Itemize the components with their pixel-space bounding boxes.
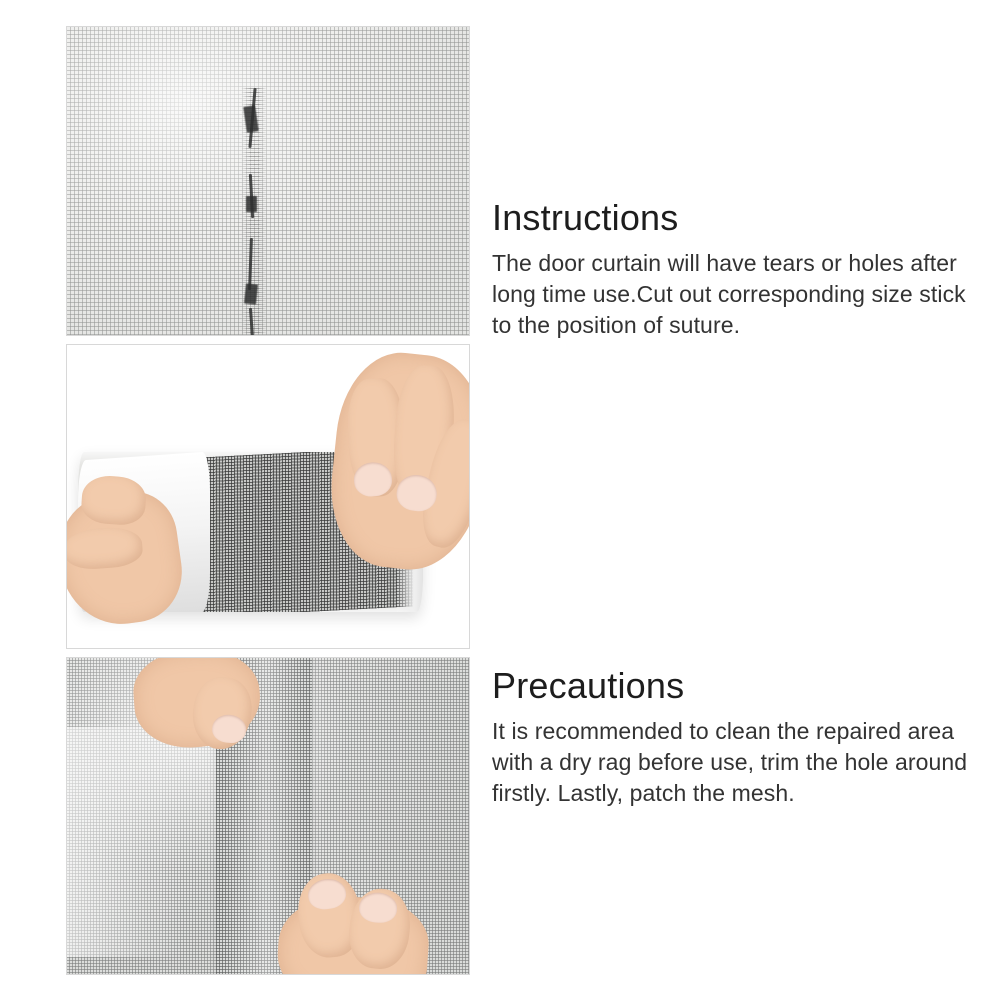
screen-mesh-texture: [66, 26, 470, 336]
instructions-block: [492, 196, 984, 341]
screen-tear: [241, 88, 267, 336]
precautions-body: It is recommended to clean the repaired area with a dry rag before use, trim the hole around firstly. Lastly, patch the mesh.: [492, 718, 968, 806]
photo-patched-mesh: [66, 657, 470, 975]
photo-torn-screen: [66, 26, 470, 336]
precautions-block: [492, 664, 984, 809]
finger: [66, 526, 144, 571]
tear-segment: [246, 196, 257, 212]
right-hand: [323, 347, 470, 577]
instructions-body: The door curtain will have tears or holes after long time use.Cut out corresponding size stick to the position of suture.: [492, 250, 966, 338]
photo-tape-roll: [66, 344, 470, 649]
tear-segment: [244, 283, 258, 304]
instructions-heading: Instructions: [492, 197, 679, 238]
precautions-heading: Precautions: [492, 665, 685, 706]
